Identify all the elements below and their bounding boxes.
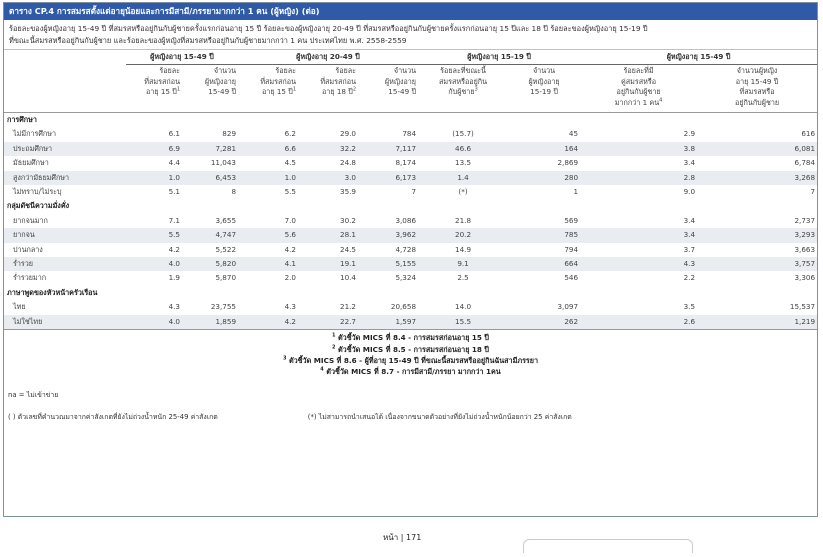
column-header (182, 65, 238, 113)
indicator-note (4, 344, 817, 355)
table-cell: 664 (508, 257, 580, 271)
column-header-line: ผู้หญิงอายุ (204, 76, 237, 86)
column-header (418, 65, 508, 113)
note-number: 1 (332, 332, 336, 339)
table-row (4, 271, 817, 285)
table-cell: 3,086 (395, 215, 417, 225)
note-number: 3 (282, 355, 287, 362)
row-label: สูงกว่ามัธยมศึกษา (4, 171, 126, 185)
column-header-line: ที่สมรสก่อน (144, 76, 180, 86)
section-row (4, 113, 817, 128)
footnotes (4, 390, 817, 423)
row-label: ยากจน (4, 228, 126, 242)
table-cell: (15.7) (452, 129, 474, 139)
table-cell: 10.4 (340, 273, 357, 283)
table-cell: 3,757 (697, 257, 817, 271)
table-cell: 11,043 (210, 158, 237, 168)
indicator-note (4, 366, 817, 377)
indicator-note (4, 355, 817, 366)
table-cell: 3,268 (697, 171, 817, 185)
group-header: ผู้หญิงอายุ 20-49 ปี (238, 50, 418, 65)
column-header-line: ร้อยละที่มี (623, 66, 654, 75)
column-header-line: อยู่กินกับผู้ชาย (616, 87, 661, 96)
column-header (508, 65, 580, 113)
footnote-marker: 3 (474, 86, 478, 93)
table-cell: 29.0 (340, 129, 357, 139)
table-cell: 3.4 (683, 158, 696, 168)
table-cell: 4.3 (168, 302, 180, 312)
table-cell: 5,324 (395, 273, 417, 283)
table-cell: 2.0 (284, 273, 297, 283)
table-row (4, 243, 817, 257)
column-header-line: อยู่กินกับผู้ชาย (735, 97, 780, 107)
note-text: ตัวชี้วัด MICS ที่ 8.5 - การสมรสก่อนอายุ 18 ปี (338, 344, 489, 354)
row-label: มัธยมศึกษา (13, 158, 49, 168)
table-cell: 785 (508, 228, 580, 242)
footnote-marker: 1 (176, 86, 180, 93)
table-cell: 21.8 (455, 215, 472, 225)
table-cell: 1.9 (168, 273, 180, 283)
description-line: ที่ขณะนี้สมรสหรืออยู่กินกับผู้ชาย และร้อยละของผู้หญิงที่สมรสหรืออยู่กินกับผู้ชายมากกว่า 1 คน ประเทศไทย พ.ศ. 2558-2559 (9, 36, 407, 45)
table-cell: 4.1 (238, 257, 298, 271)
table-cell: 1,859 (182, 315, 238, 330)
table-cell: 2,737 (794, 215, 816, 225)
table-cell: 5,522 (215, 244, 237, 254)
section-row (4, 286, 817, 300)
section-label: การศึกษา (7, 115, 37, 124)
table-cell: 4.4 (168, 158, 180, 168)
table-cell: 829 (222, 129, 237, 139)
table-cell: 1,597 (358, 315, 418, 330)
table-row (4, 142, 817, 156)
table-cell: 546 (564, 273, 579, 283)
table-cell: (*) (458, 187, 468, 197)
table-cell: 6,453 (182, 171, 238, 185)
table-cell: 4.3 (284, 302, 297, 312)
table-row (4, 127, 817, 141)
table-cell: 28.1 (298, 228, 358, 242)
table-cell: 4.2 (238, 315, 298, 330)
column-header-line: ที่สมรสก่อน (260, 76, 297, 86)
table-cell: 1,219 (697, 315, 817, 330)
table-cell: 14.9 (455, 244, 472, 254)
group-header: ผู้หญิงอายุ 15-49 ปี (580, 50, 817, 65)
table-cell: 4,747 (182, 228, 238, 242)
section-row (4, 199, 817, 213)
table-cell: 3,962 (358, 228, 418, 242)
table-cell: 4.2 (168, 244, 180, 254)
table-cell: 164 (508, 142, 580, 156)
table-cell: 794 (564, 244, 579, 254)
footnote-marker: 4 (659, 97, 663, 104)
column-header-line: มากกว่า 1 คน$^4$ (614, 97, 663, 107)
table-cell: 46.6 (418, 142, 508, 156)
row-label: ไทย (13, 302, 26, 312)
table-cell: 6.6 (238, 142, 298, 156)
stub-header (4, 65, 126, 113)
column-header (238, 65, 298, 113)
table-cell: 5,870 (215, 273, 237, 283)
column-header-line: ร้อยละ (275, 66, 297, 75)
table-cell: 4,728 (395, 244, 417, 254)
table-row (4, 300, 817, 314)
column-header-line: อายุ 15 ปี$^1$ (145, 86, 180, 96)
note-number: 2 (332, 344, 336, 351)
indicator-note (4, 332, 817, 343)
column-header-line: 15-49 ปี (208, 87, 237, 96)
group-header: ผู้หญิงอายุ 15-49 ปี (126, 50, 238, 65)
column-header-line: ที่สมรสหรือ (739, 87, 775, 96)
table-cell: 3,306 (794, 273, 816, 283)
row-label: ปานกลาง (13, 244, 43, 254)
table-cell: 3.5 (683, 302, 696, 312)
table-cell: 15.5 (418, 315, 508, 330)
table-cell: 2.5 (457, 273, 469, 283)
table-cell: 3.0 (298, 171, 358, 185)
column-header-line: คู่สมรสหรือ (620, 76, 657, 86)
row-label: ร่ำรวยมาก (13, 273, 47, 283)
table-cell: 9.0 (683, 187, 696, 197)
table-cell: 23,755 (210, 302, 237, 312)
note-text: ตัวชี้วัด MICS ที่ 8.7 - การมีสามี/ภรรยา มากกว่า 1คน (326, 367, 501, 377)
column-header-line: ร้อยละ (159, 66, 180, 75)
table-cell: 7.1 (168, 215, 180, 225)
table-cell: 5.1 (168, 187, 180, 197)
table-cell: 616 (801, 129, 816, 139)
note-text: ตัวชี้วัด MICS ที่ 8.4 - การสมรสก่อนอายุ 15 ปี (338, 333, 489, 343)
table-cell: 22.7 (298, 315, 358, 330)
column-header-line: จำนวน (213, 66, 237, 75)
table-row (4, 315, 817, 330)
table-cell: 15,537 (789, 302, 816, 312)
footnote-asterisk: (*) ไม่สามารถนำเสนอได้ เนื่องจากขนาดตัวอย่างที่ยังไม่ถ่วงน้ำหนักน้อยกว่า 25 ค่าสังเกต (307, 412, 572, 421)
table-cell: 5.5 (284, 187, 297, 197)
table-cell: 262 (508, 315, 580, 330)
table-cell: 5,155 (358, 257, 418, 271)
table-cell: 2.9 (683, 129, 696, 139)
table-cell: 3.4 (580, 228, 697, 242)
column-header-line: กับผู้ชาย$^3$ (448, 86, 478, 96)
column-header-line: อายุ 15-49 ปี (735, 76, 779, 86)
row-label: ไม่มีการศึกษา (13, 129, 57, 139)
table-cell: 4.3 (580, 257, 697, 271)
table-cell: 2.6 (580, 315, 697, 330)
note-number: 4 (320, 366, 324, 373)
table-row (4, 171, 817, 185)
footnote-na: na = ไม่เข้าข่าย (8, 390, 59, 399)
table-cell: 45 (568, 129, 579, 139)
table-cell: 5,820 (182, 257, 238, 271)
table-cell: 6,173 (358, 171, 418, 185)
group-header: ผู้หญิงอายุ 15-19 ปี (418, 50, 580, 65)
indicator-notes (4, 330, 817, 378)
table-row (4, 214, 817, 228)
table-cell: 6.2 (284, 129, 297, 139)
table-cell: 6,784 (794, 158, 816, 168)
table-cell: 8 (231, 187, 237, 197)
table-row (4, 257, 817, 271)
table-cell: 19.1 (298, 257, 358, 271)
table-cell: 20.2 (418, 228, 508, 242)
table-cell: 7 (810, 187, 816, 197)
column-header-line: จำนวน (532, 66, 556, 75)
column-header-line: ผู้หญิงอายุ (384, 76, 417, 86)
column-header-line: 15-19 ปี (530, 87, 558, 96)
table-cell: 20,658 (390, 302, 417, 312)
stub-header (4, 50, 126, 65)
table-cell: 24.5 (340, 244, 357, 254)
table-cell: 1 (573, 187, 579, 197)
column-header (580, 65, 697, 113)
table-cell: 9.1 (418, 257, 508, 271)
table-cell: 3,655 (215, 215, 237, 225)
section-label: ภาษาพูดของหัวหน้าครัวเรือน (7, 287, 98, 297)
table-cell: 6.1 (168, 129, 180, 139)
table-cell: 35.9 (340, 187, 357, 197)
table-cell: 5.5 (126, 228, 182, 242)
footnote-marker: 2 (352, 86, 357, 93)
table-cell: 1.0 (238, 171, 298, 185)
data-table (4, 50, 817, 330)
table-cell: 7,281 (182, 142, 238, 156)
table-cell: 7 (411, 187, 417, 197)
note-text: ตัวชี้วัด MICS ที่ 8.6 - ผู้ที่อายุ 15-49 ปี ที่ขณะนี้สมรสหรืออยู่กินฉันสามีภรรยา (288, 355, 539, 365)
footnote-parentheses: ( ) ตัวเลขที่คำนวณมาจากค่าสังเกตที่ยังไม่ถ่วงน้ำหนัก 25-49 ค่าสังเกต (8, 412, 218, 421)
table-cell: 7.0 (284, 215, 297, 225)
table-cell: 3,663 (794, 244, 816, 254)
table-cell: 2.2 (683, 273, 696, 283)
table-row (4, 185, 817, 199)
table-cell: 1.0 (126, 171, 182, 185)
table-cell: 1.4 (418, 171, 508, 185)
table-cell: 8,174 (395, 158, 417, 168)
table-cell: 3,097 (557, 302, 579, 312)
column-header-line: ผู้หญิงอายุ (528, 76, 560, 86)
table-cell: 3,293 (697, 228, 817, 242)
column-header (126, 65, 182, 113)
row-label: ไม่ทราบ/ไม่ระบุ (13, 187, 62, 197)
page-decoration (523, 539, 693, 553)
row-label: ยากจนมาก (13, 215, 48, 225)
table-title: ตาราง CP.4 การสมรสตั้งแต่อายุน้อยและการมีสามี/ภรรยามากกว่า 1 คน (ผู้หญิง) (ต่อ) (4, 3, 817, 20)
table-description (4, 20, 817, 50)
page-number (383, 531, 421, 544)
table-cell: 7,117 (358, 142, 418, 156)
footnote-marker: 1 (292, 86, 297, 93)
row-label: ไม่ใช่ไทย (4, 315, 126, 330)
column-header (298, 65, 358, 113)
section-label: กลุ่มดัชนีความมั่งคั่ง (7, 201, 70, 211)
column-header-line: อายุ 18 ปี$^2$ (321, 86, 357, 96)
table-cell: 14.0 (455, 302, 472, 312)
column-header-line: ร้อยละที่ขณะนี้ (440, 66, 486, 75)
page-number-value: 171 (406, 533, 422, 542)
table-cell: 4.0 (126, 257, 182, 271)
table-cell: 3.7 (683, 244, 696, 254)
table-cell: 5.6 (238, 228, 298, 242)
table-row (4, 228, 817, 242)
table-cell: 784 (402, 129, 417, 139)
table-cell: 6.9 (126, 142, 182, 156)
description-line: ร้อยละของผู้หญิงอายุ 15-49 ปี ที่สมรสหรืออยู่กินกับผู้ชายครั้งแรกก่อนอายุ 15 ปี ร้อยละของผู้หญิงอายุ 20-49 ปี ที่สมรสหรืออยู่กินกับผู้ชายครั้งแรกก่อนอายุ 15 ปีและ 18 ปี ร้อยละของผู้หญิงอายุ 15-19 ปี (9, 24, 648, 33)
table-cell: 4.2 (284, 244, 297, 254)
table-cell: 6,081 (697, 142, 817, 156)
table-cell: 3.8 (580, 142, 697, 156)
table-cell: 4.5 (284, 158, 297, 168)
row-label: ร่ำรวย (4, 257, 126, 271)
table-cell: 24.8 (340, 158, 357, 168)
table-cell: 13.5 (455, 158, 472, 168)
column-header-line: จำนวนผู้หญิง (736, 66, 778, 75)
table-cell: 32.2 (298, 142, 358, 156)
column-header-line: ที่สมรสก่อน (320, 76, 357, 86)
page-label: หน้า (383, 533, 399, 542)
column-header-line: 15-49 ปี (388, 87, 417, 96)
table-row (4, 156, 817, 170)
column-header-line: สมรสหรืออยู่กิน (438, 76, 488, 86)
row-label: ประถมศึกษา (4, 142, 126, 156)
table-cell: 569 (564, 215, 579, 225)
column-header-line: จำนวน (393, 66, 417, 75)
table-cell: 30.2 (340, 215, 357, 225)
table-cell: 3.4 (683, 215, 696, 225)
column-header-line: ร้อยละ (335, 66, 357, 75)
column-header-line: อายุ 15 ปี$^1$ (261, 86, 297, 96)
table-frame (3, 2, 818, 517)
table-cell: 280 (508, 171, 580, 185)
table-cell: 2,869 (557, 158, 579, 168)
column-header (358, 65, 418, 113)
table-cell: 2.8 (580, 171, 697, 185)
page-separator: | (400, 533, 404, 542)
table-cell: 21.2 (340, 302, 357, 312)
table-cell: 4.0 (126, 315, 182, 330)
column-header (697, 65, 817, 113)
